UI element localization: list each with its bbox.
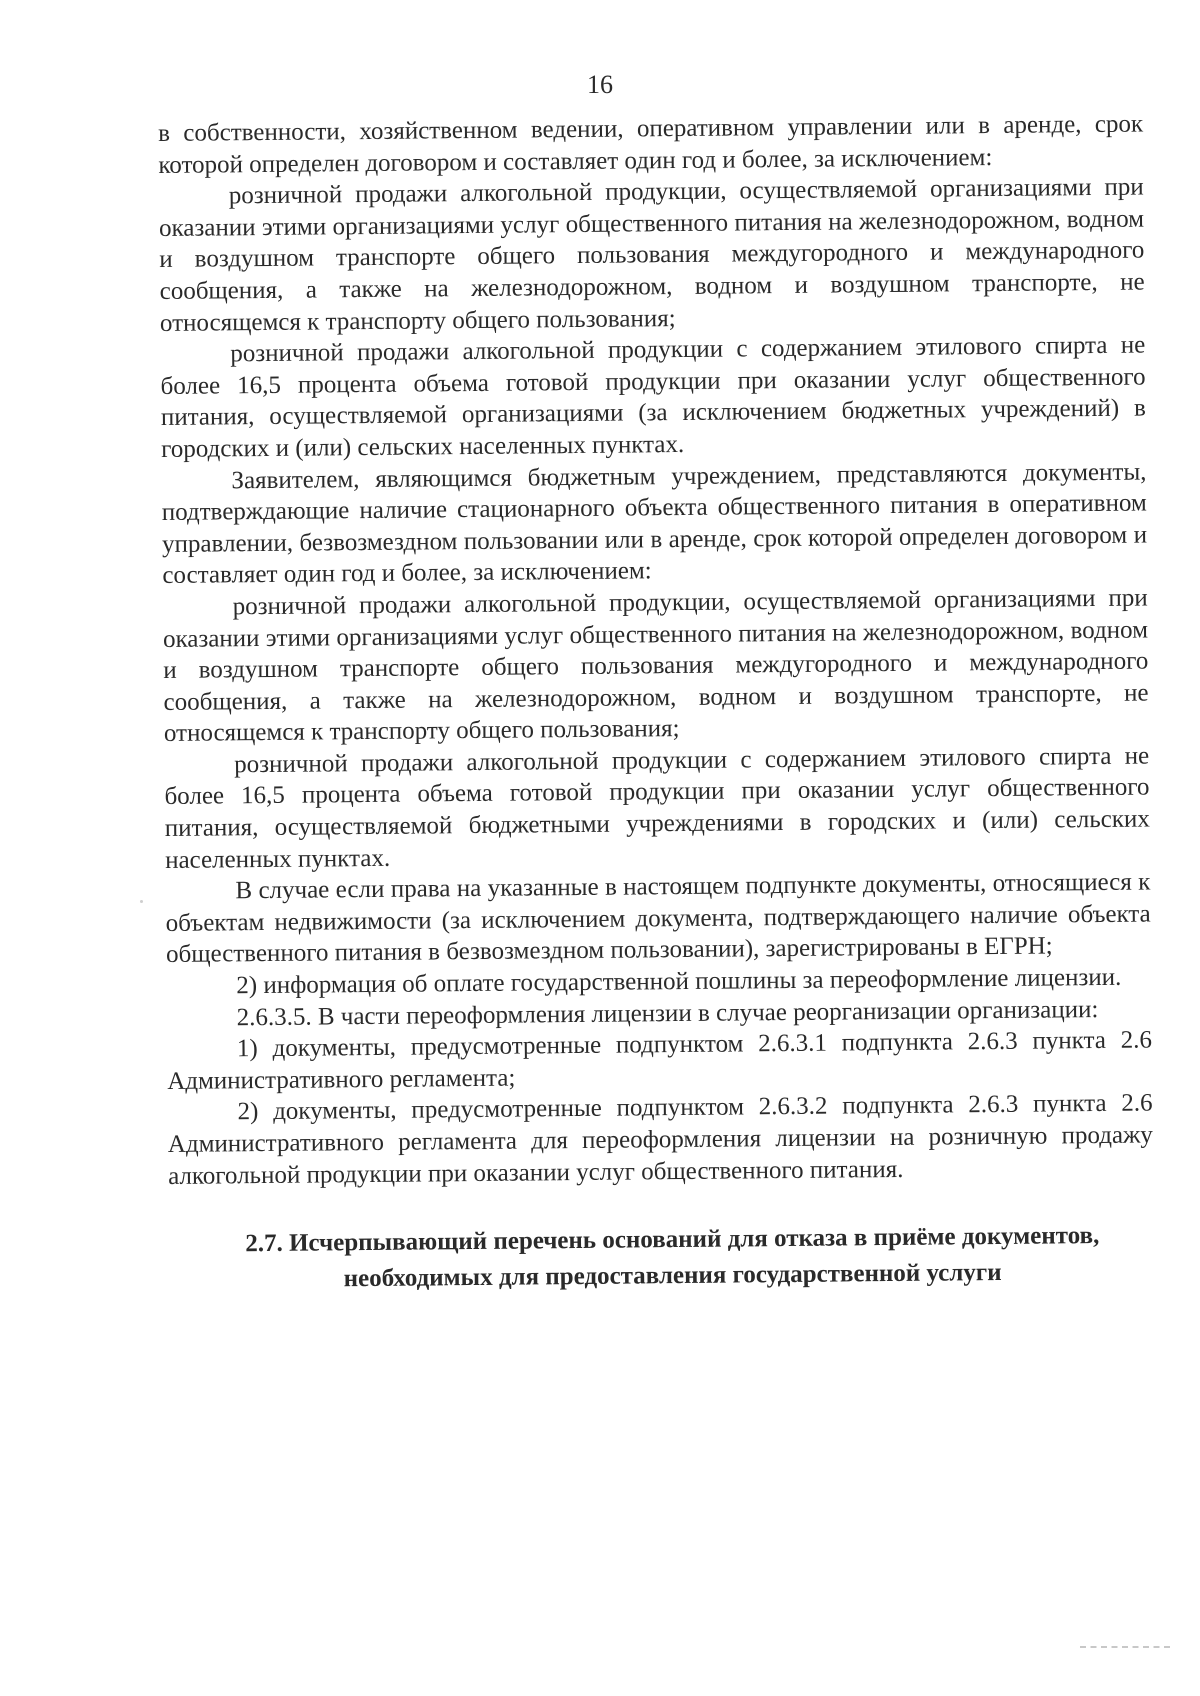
scan-artifact-dot: [140, 900, 143, 903]
paragraph-exception-low-alcohol: розничной продажи алкогольной продукции с содержанием этилового спирта не более 16,5 процента объема готовой продукции при оказании услуг общественного питания, осуществляемой организациями (за исключением бюджетных учреждений) в городских и (или) сельских населенных пунктах.: [160, 331, 1146, 463]
paragraph-item-2: 2) документы, предусмотренные подпунктом 2.6.3.2 подпункта 2.6.3 пункта 2.6 Административного регламента для переоформления лицензии на розничную продажу алкогольной продукции при оказании услуг общественного питания.: [167, 1089, 1153, 1190]
page-number: 16: [587, 70, 613, 99]
paragraph-budget-institution: Заявителем, являющимся бюджетным учреждением, представляются документы, подтверждающие наличие стационарного объекта общественного питания в оперативном управлении, безвозмездном пользовании или в аренде, срок которой определен договором и составляет один год и более, за исключением:: [161, 458, 1148, 590]
paragraph-reorganization: 2.6.3.5. В части переоформления лицензии в случае реорганизации организации:: [236, 995, 1099, 1031]
document-body: [158, 109, 1154, 1300]
section-heading: 2.7. Исчерпывающий перечень оснований для отказа в приёме документов, необходимых для предоставления государственной услуги: [245, 1222, 1100, 1293]
paragraph-continuation: в собственности, хозяйственном ведении, оперативном управлении или в аренде, срок которой определен договором и составляет один год и более, за исключением:: [158, 110, 1144, 179]
paragraph-state-fee: 2) информация об оплате государственной пошлины за переоформление лицензии.: [236, 963, 1122, 1000]
paragraph-exception-low-alcohol-2: розничной продажи алкогольной продукции с содержанием этилового спирта не более 16,5 процента объема готовой продукции при оказании услуг общественного питания, осуществляемой бюджетными учреждениями в городских и (или) сельских населенных пунктах.: [164, 742, 1150, 874]
paragraph-exception-transport-2: розничной продажи алкогольной продукции, осуществляемой организациями при оказании этими организациями услуг общественного питания на железнодорожном, водном и воздушном транспорте общего пользования междугородного и международного сообщения, а также на железнодорожном, водном и воздушном транспорте, не относящемся к транспорту общего пользования;: [162, 584, 1149, 748]
paragraph-exception-transport: розничной продажи алкогольной продукции, осуществляемой организациями при оказании этими организациями услуг общественного питания на железнодорожном, водном и воздушном транспорте общего пользования междугородного и международного сообщения, а также на железнодорожном, водном и воздушном транспорте, не относящемся к транспорту общего пользования;: [158, 173, 1145, 337]
scan-artifact-dashes: [1080, 1646, 1170, 1650]
paragraph-item-1: 1) документы, предусмотренные подпунктом 2.6.3.1 подпункта 2.6.3 пункта 2.6 Административного регламента;: [167, 1026, 1153, 1095]
paragraph-egrn-registration: В случае если права на указанные в настоящем подпункте документы, относящиеся к объектам недвижимости (за исключением документа, подтверждающего наличие объекта общественного питания в безвозмездном пользовании), зарегистрированы в ЕГРН;: [165, 868, 1151, 969]
